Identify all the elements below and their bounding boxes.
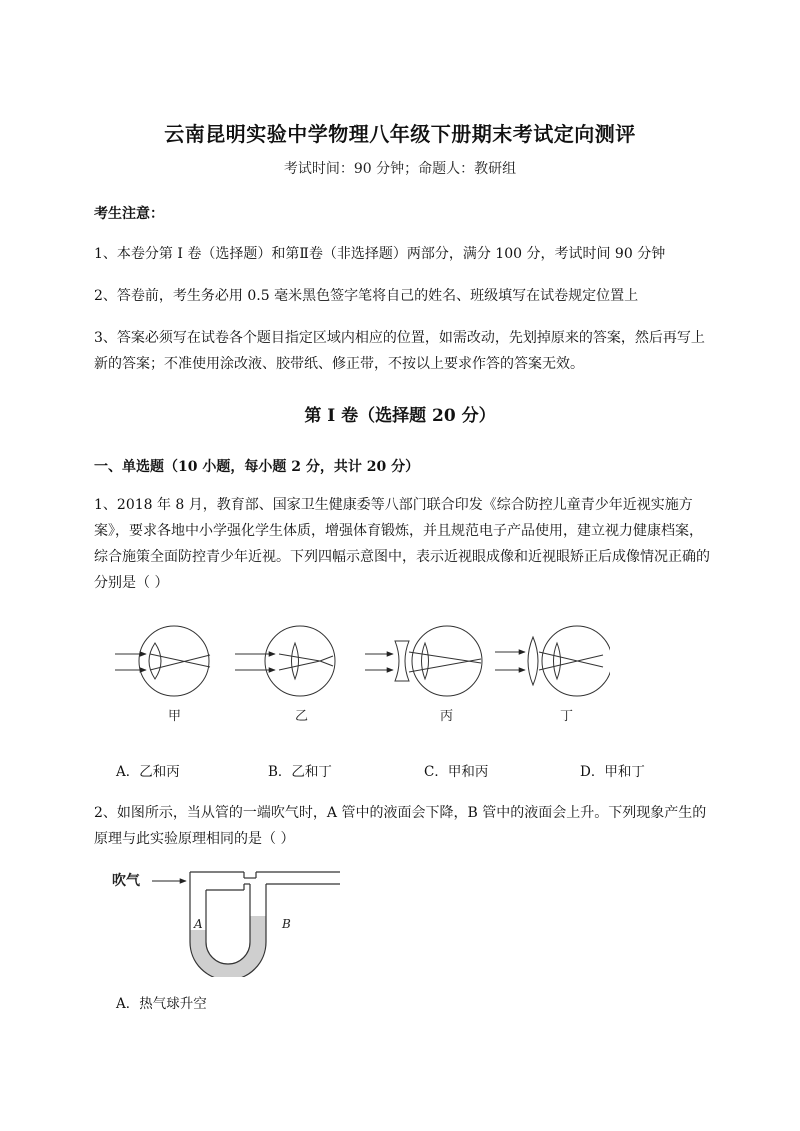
q1-option-d[interactable]: D．甲和丁 xyxy=(580,764,645,780)
eye-diagram-ding xyxy=(495,626,610,696)
eye-diagrams-figure xyxy=(110,625,610,730)
notice-item-2: 2、答卷前，考生务必用 0.5 毫米黑色签字笔将自己的姓名、班级填写在试卷规定位置上 xyxy=(94,288,639,304)
q1-option-a[interactable]: A．乙和丙 xyxy=(116,764,180,780)
tube-a-label: A xyxy=(194,917,203,931)
figure-label-ding: 丁 xyxy=(560,709,574,724)
q1-option-c[interactable]: C．甲和丙 xyxy=(424,764,489,780)
section-title: 第 I 卷（选择题 20 分） xyxy=(304,406,496,426)
q1-option-b[interactable]: B．乙和丁 xyxy=(268,764,332,780)
tube-b-label: B xyxy=(282,917,291,931)
eye-diagram-jia xyxy=(115,626,210,696)
notice-item-3: 3、答案必须写在试卷各个题目指定区域内相应的位置，如需改动，先划掉原来的答案，然后再写上新的答案；不准使用涂改液、胶带纸、修正带，不按以上要求作答的答案无效。 xyxy=(94,330,705,372)
blow-label: 吹气 xyxy=(112,873,140,889)
q2-option-a[interactable]: A．热气球升空 xyxy=(116,996,207,1012)
question-2-text: 2、如图所示，当从管的一端吹气时，A 管中的液面会下降，B 管中的液面会上升。下列现象产生的原理与此实验原理相同的是（ ） xyxy=(94,805,707,847)
part-heading: 一、单选题（10 小题，每小题 2 分，共计 20 分） xyxy=(94,459,420,475)
notice-heading: 考生注意： xyxy=(94,206,164,222)
figure-label-bing: 丙 xyxy=(440,709,454,724)
eye-diagram-yi xyxy=(235,626,335,696)
notice-item-1: 1、本卷分第 I 卷（选择题）和第Ⅱ卷（非选择题）两部分，满分 100 分，考试时间 90 分钟 xyxy=(94,246,666,262)
page-title: 云南昆明实验中学物理八年级下册期末考试定向测评 xyxy=(164,122,636,146)
exam-info: 考试时间：90 分钟；命题人：教研组 xyxy=(283,161,517,177)
u-tube-figure xyxy=(108,862,358,977)
figure-label-yi: 乙 xyxy=(295,709,309,724)
figure-label-jia: 甲 xyxy=(168,709,182,724)
question-1-text: 1、2018 年 8 月，教育部、国家卫生健康委等八部门联合印发《综合防控儿童青少年近视实施方案》，要求各地中小学强化学生体质，增强体育锻炼，并且规范电子产品使用，建立视力健康档案，综合施策全面防控青少年近视。下列四幅示意图中，表示近视眼成像和近视眼矫正后成像情况正确的分别是（ ） xyxy=(94,497,710,591)
eye-diagram-bing xyxy=(365,626,482,696)
